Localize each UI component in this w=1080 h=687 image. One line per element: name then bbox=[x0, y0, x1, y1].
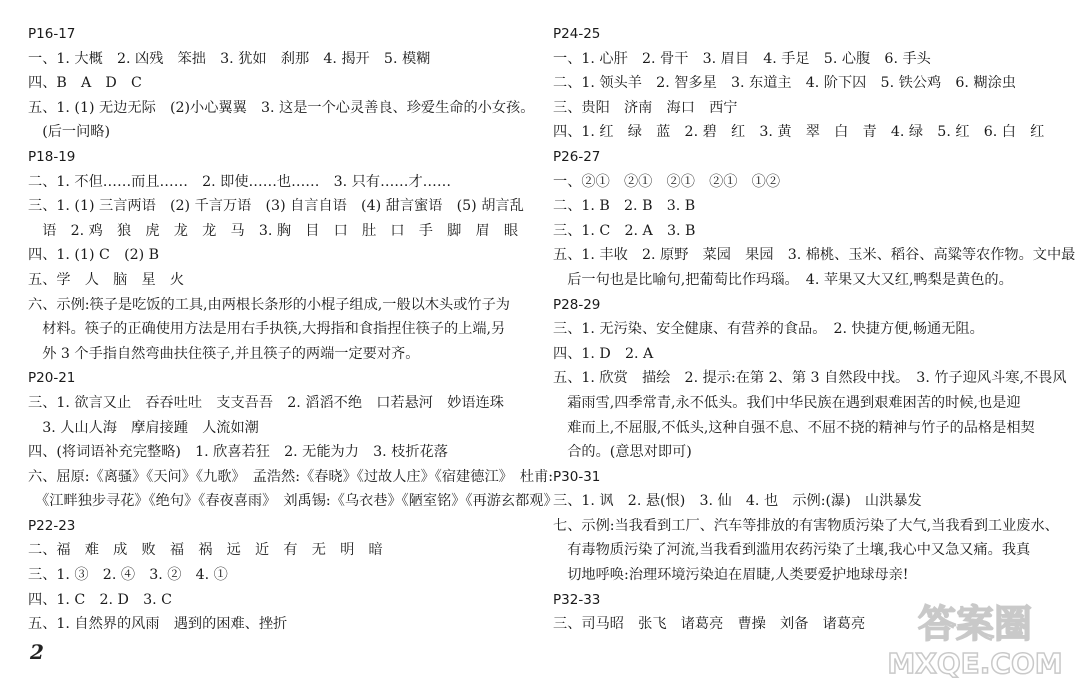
answer-line: 五、1. 自然界的风雨 遇到的困难、挫折 bbox=[28, 616, 288, 633]
answer-line: 七、示例:当我看到工厂、汽车等排放的有害物质污染了大气,当我看到工业废水、 bbox=[553, 517, 1059, 534]
right-column bbox=[553, 22, 1076, 637]
answer-line: 二、1. B 2. B 3. B bbox=[553, 198, 696, 215]
left-column bbox=[28, 22, 558, 637]
answer-line: 外 3 个手指自然弯曲扶住筷子,并且筷子的两端一定要对齐。 bbox=[28, 345, 420, 362]
watermark-top: 答案圈 bbox=[917, 602, 1033, 646]
page-range-header: P30-31 bbox=[553, 468, 601, 485]
answer-line: 有毒物质污染了河流,当我看到滥用农药污染了土壤,我心中又急又痛。我真 bbox=[553, 542, 1031, 559]
answer-line: 四、(将词语补充完整略) 1. 欣喜若狂 2. 无能为力 3. 枝折花落 bbox=[28, 444, 448, 461]
answer-line: 四、1. C 2. D 3. C bbox=[28, 591, 172, 608]
answer-line: 霜雨雪,四季常青,永不低头。我们中华民族在遇到艰难困苦的时候,也是迎 bbox=[553, 394, 1021, 411]
page-range-header: P18-19 bbox=[28, 148, 76, 165]
answer-line: 一、1. 心肝 2. 骨干 3. 眉目 4. 手足 5. 心腹 6. 手头 bbox=[553, 50, 931, 67]
answer-line: 一、1. 大概 2. 凶残 笨拙 3. 犹如 刹那 4. 揭开 5. 模糊 bbox=[28, 50, 431, 67]
answer-line: 五、1. 丰收 2. 原野 菜园 果园 3. 棉桃、玉米、稻谷、高粱等农作物。文中最 bbox=[553, 247, 1076, 264]
answer-line: 五、1. 欣赏 描绘 2. 提示:在第 2、第 3 自然段中找。 3. 竹子迎风斗寒,不畏风 bbox=[553, 370, 1067, 387]
answer-line: 3. 人山人海 摩肩接踵 人流如潮 bbox=[28, 419, 259, 436]
page-range-header: P20-21 bbox=[28, 370, 76, 387]
page-range-header: P22-23 bbox=[28, 517, 76, 534]
answer-line: 后一句也是比喻句,把葡萄比作玛瑙。 4. 苹果又大又红,鸭梨是黄色的。 bbox=[553, 271, 1013, 288]
page-range-header: P24-25 bbox=[553, 26, 601, 42]
watermark-logo bbox=[880, 593, 1070, 683]
watermark-bottom: MXQE.COM bbox=[887, 647, 1063, 680]
answer-line: 材料。筷子的正确使用方法是用右手执筷,大拇指和食指捏住筷子的上端,另 bbox=[28, 321, 506, 338]
answer-line: 五、学 人 脑 星 火 bbox=[28, 271, 185, 288]
page-range-header: P28-29 bbox=[553, 296, 601, 313]
answer-line: 切地呼唤:治理环境污染迫在眉睫,人类要爱护地球母亲! bbox=[553, 567, 909, 584]
page-number: 2 bbox=[30, 640, 44, 664]
answer-line: 五、1. (1) 无边无际 (2)小心翼翼 3. 这是一个心灵善良、珍爱生命的小女孩。 bbox=[28, 99, 535, 116]
page-range-header: P32-33 bbox=[553, 591, 601, 608]
answer-line: 三、1. 无污染、安全健康、有营养的食品。 2. 快捷方便,畅通无阻。 bbox=[553, 321, 984, 338]
answer-line: 三、贵阳 济南 海口 西宁 bbox=[553, 99, 738, 116]
answer-line: 四、1. (1) C (2) B bbox=[28, 247, 160, 264]
page-range-header: P16-17 bbox=[28, 26, 76, 42]
answer-line: 三、1. 讽 2. 悬(恨) 3. 仙 4. 也 示例:(瀑) 山洪暴发 bbox=[553, 493, 922, 510]
answer-line: 合的。(意思对即可) bbox=[553, 444, 692, 461]
answer-line: 二、福 难 成 败 福 祸 远 近 有 无 明 暗 bbox=[28, 542, 383, 559]
answer-line: 二、1. 不但……而且…… 2. 即使……也…… 3. 只有……才…… bbox=[28, 173, 452, 190]
answer-line: 三、1. C 2. A 3. B bbox=[553, 222, 696, 239]
answer-line: 三、司马昭 张飞 诸葛亮 曹操 刘备 诸葛亮 bbox=[553, 616, 866, 633]
answer-line: 难而上,不屈服,不低头,这种自强不息、不屈不挠的精神与竹子的品格是相契 bbox=[553, 419, 1035, 436]
answer-line: 二、1. 领头羊 2. 智多星 3. 东道主 4. 阶下囚 5. 铁公鸡 6. 糊涂虫 bbox=[553, 75, 1016, 92]
answer-line: 《江畔独步寻花》《绝句》《春夜喜雨》 刘禹锡:《乌衣巷》《陋室铭》《再游玄都观》 bbox=[28, 493, 558, 510]
answer-line: 三、1. (1) 三言两语 (2) 千言万语 (3) 自言自语 (4) 甜言蜜语 (5) 胡言乱 bbox=[28, 198, 524, 215]
answer-line: (后一问略) bbox=[28, 124, 111, 141]
answer-line: 四、1. 红 绿 蓝 2. 碧 红 3. 黄 翠 白 青 4. 绿 5. 红 6. 白 红 bbox=[553, 124, 1045, 141]
answer-line: 四、B A D C bbox=[28, 75, 142, 92]
page-range-header: P26-27 bbox=[553, 148, 601, 165]
answer-line: 三、1. 欲言又止 吞吞吐吐 支支吾吾 2. 滔滔不绝 口若悬河 妙语连珠 bbox=[28, 394, 504, 411]
answer-line: 六、屈原:《离骚》《天问》《九歌》 孟浩然:《春晓》《过故人庄》《宿建德江》 杜甫: bbox=[28, 468, 554, 485]
answer-line: 一、②① ②① ②① ②① ①② bbox=[553, 173, 781, 190]
answer-line: 三、1. ③ 2. ④ 3. ② 4. ① bbox=[28, 567, 228, 584]
answer-line: 六、示例:筷子是吃饭的工具,由两根长条形的小棍子组成,一般以木头或竹子为 bbox=[28, 296, 510, 313]
answer-line: 语 2. 鸡 狼 虎 龙 龙 马 3. 胸 目 口 肚 口 手 脚 眉 眼 bbox=[28, 222, 519, 239]
answer-line: 四、1. D 2. A bbox=[553, 345, 654, 362]
